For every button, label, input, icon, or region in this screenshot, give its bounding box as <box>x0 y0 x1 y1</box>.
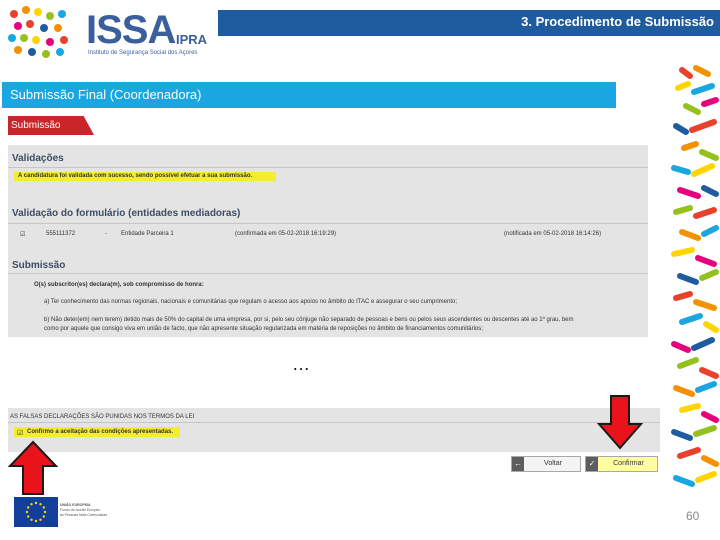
up-arrow-indicator <box>8 440 58 496</box>
eu-caption <box>60 503 107 518</box>
confirmation-screenshot <box>8 408 660 452</box>
header-bar <box>218 10 720 36</box>
entity-id: 555111372 <box>46 231 76 237</box>
declaration-intro: O(s) subscritor(es) declara(m), sob compromisso de honra: <box>34 282 204 288</box>
divider <box>8 422 660 423</box>
page-number: 60 <box>686 509 700 523</box>
ellipsis: … <box>292 354 311 374</box>
submission-heading: Submissão <box>12 260 66 271</box>
form-validation-heading: Validação do formulário (entidades mediadoras) <box>12 208 241 219</box>
section-bar <box>2 82 616 108</box>
divider <box>8 167 648 168</box>
eu-caption-line: Fundo de Auxílio Europeu <box>60 508 101 512</box>
declaration-item-b: b) Não deter(em) nem terem) detido mais de 50% do capital de uma empresa, por si, pelo seu cônjuge não separado de pessoas e bens ou pelos seus ascendentes ou descentes até ao 1º grau, bem <box>44 317 574 323</box>
confirmed-date: (confirmada em 05-02-2018 16:19:29) <box>235 231 337 237</box>
check-icon: ✓ <box>586 457 598 471</box>
row-check-icon: ☑ <box>20 232 26 238</box>
divider <box>8 223 648 224</box>
page-title: 3. Procedimento de Submissão <box>521 14 714 29</box>
eu-caption-line: UNIÃO EUROPEIA <box>60 503 91 507</box>
issa-logo-mark <box>6 4 72 62</box>
down-arrow-indicator <box>597 394 643 450</box>
eu-flag-icon <box>14 497 58 527</box>
false-declarations-note: AS FALSAS DECLARAÇÕES SÃO PUNIDAS NOS TERMOS DA LEI <box>10 414 195 420</box>
back-button[interactable] <box>511 456 581 472</box>
confirm-label: Confirmar <box>613 460 644 467</box>
accept-checkbox[interactable]: ☑ <box>17 430 24 437</box>
validation-message: A candidatura foi validada com sucesso, sendo possível efetuar a sua submissão. <box>18 173 253 179</box>
declaration-item-b-cont: como por aquele que consigo viva em união de facto, que não apresente situação regularizada em matéria de reposições no âmbito de financiamentos comunitários; <box>44 326 483 332</box>
logo-suffix: IPRA <box>176 32 208 47</box>
validations-heading: Validações <box>12 153 64 164</box>
entity-name: Entidade Parceira 1 <box>121 231 174 237</box>
tab-label: Submissão <box>11 120 61 131</box>
logo-subtitle: Instituto de Segurança Social dos Açores <box>88 50 198 56</box>
divider <box>8 273 648 274</box>
section-title: Submissão Final (Coordenadora) <box>10 87 202 102</box>
submission-screenshot <box>8 145 648 337</box>
logo-name: ISSA <box>86 8 176 52</box>
back-label: Voltar <box>544 460 562 467</box>
arrow-left-icon: ← <box>512 457 524 471</box>
row-separator: - <box>105 231 107 237</box>
notified-date: (notificada em 05-02-2018 16:14:26) <box>504 231 602 237</box>
declaration-item-a: a) Ter conhecimento das normas regionais, nacionais e comunitárias que regulam o acesso aos apoios no âmbito do ITAC e assegurar o seu cumprimento; <box>44 299 457 305</box>
decorative-stripes <box>668 60 720 540</box>
eu-caption-line: às Pessoas Mais Carenciadas <box>60 513 108 517</box>
confirm-button[interactable] <box>585 456 658 472</box>
accept-conditions-label: Confirmo a aceitação das condições apresentadas. <box>27 429 174 435</box>
